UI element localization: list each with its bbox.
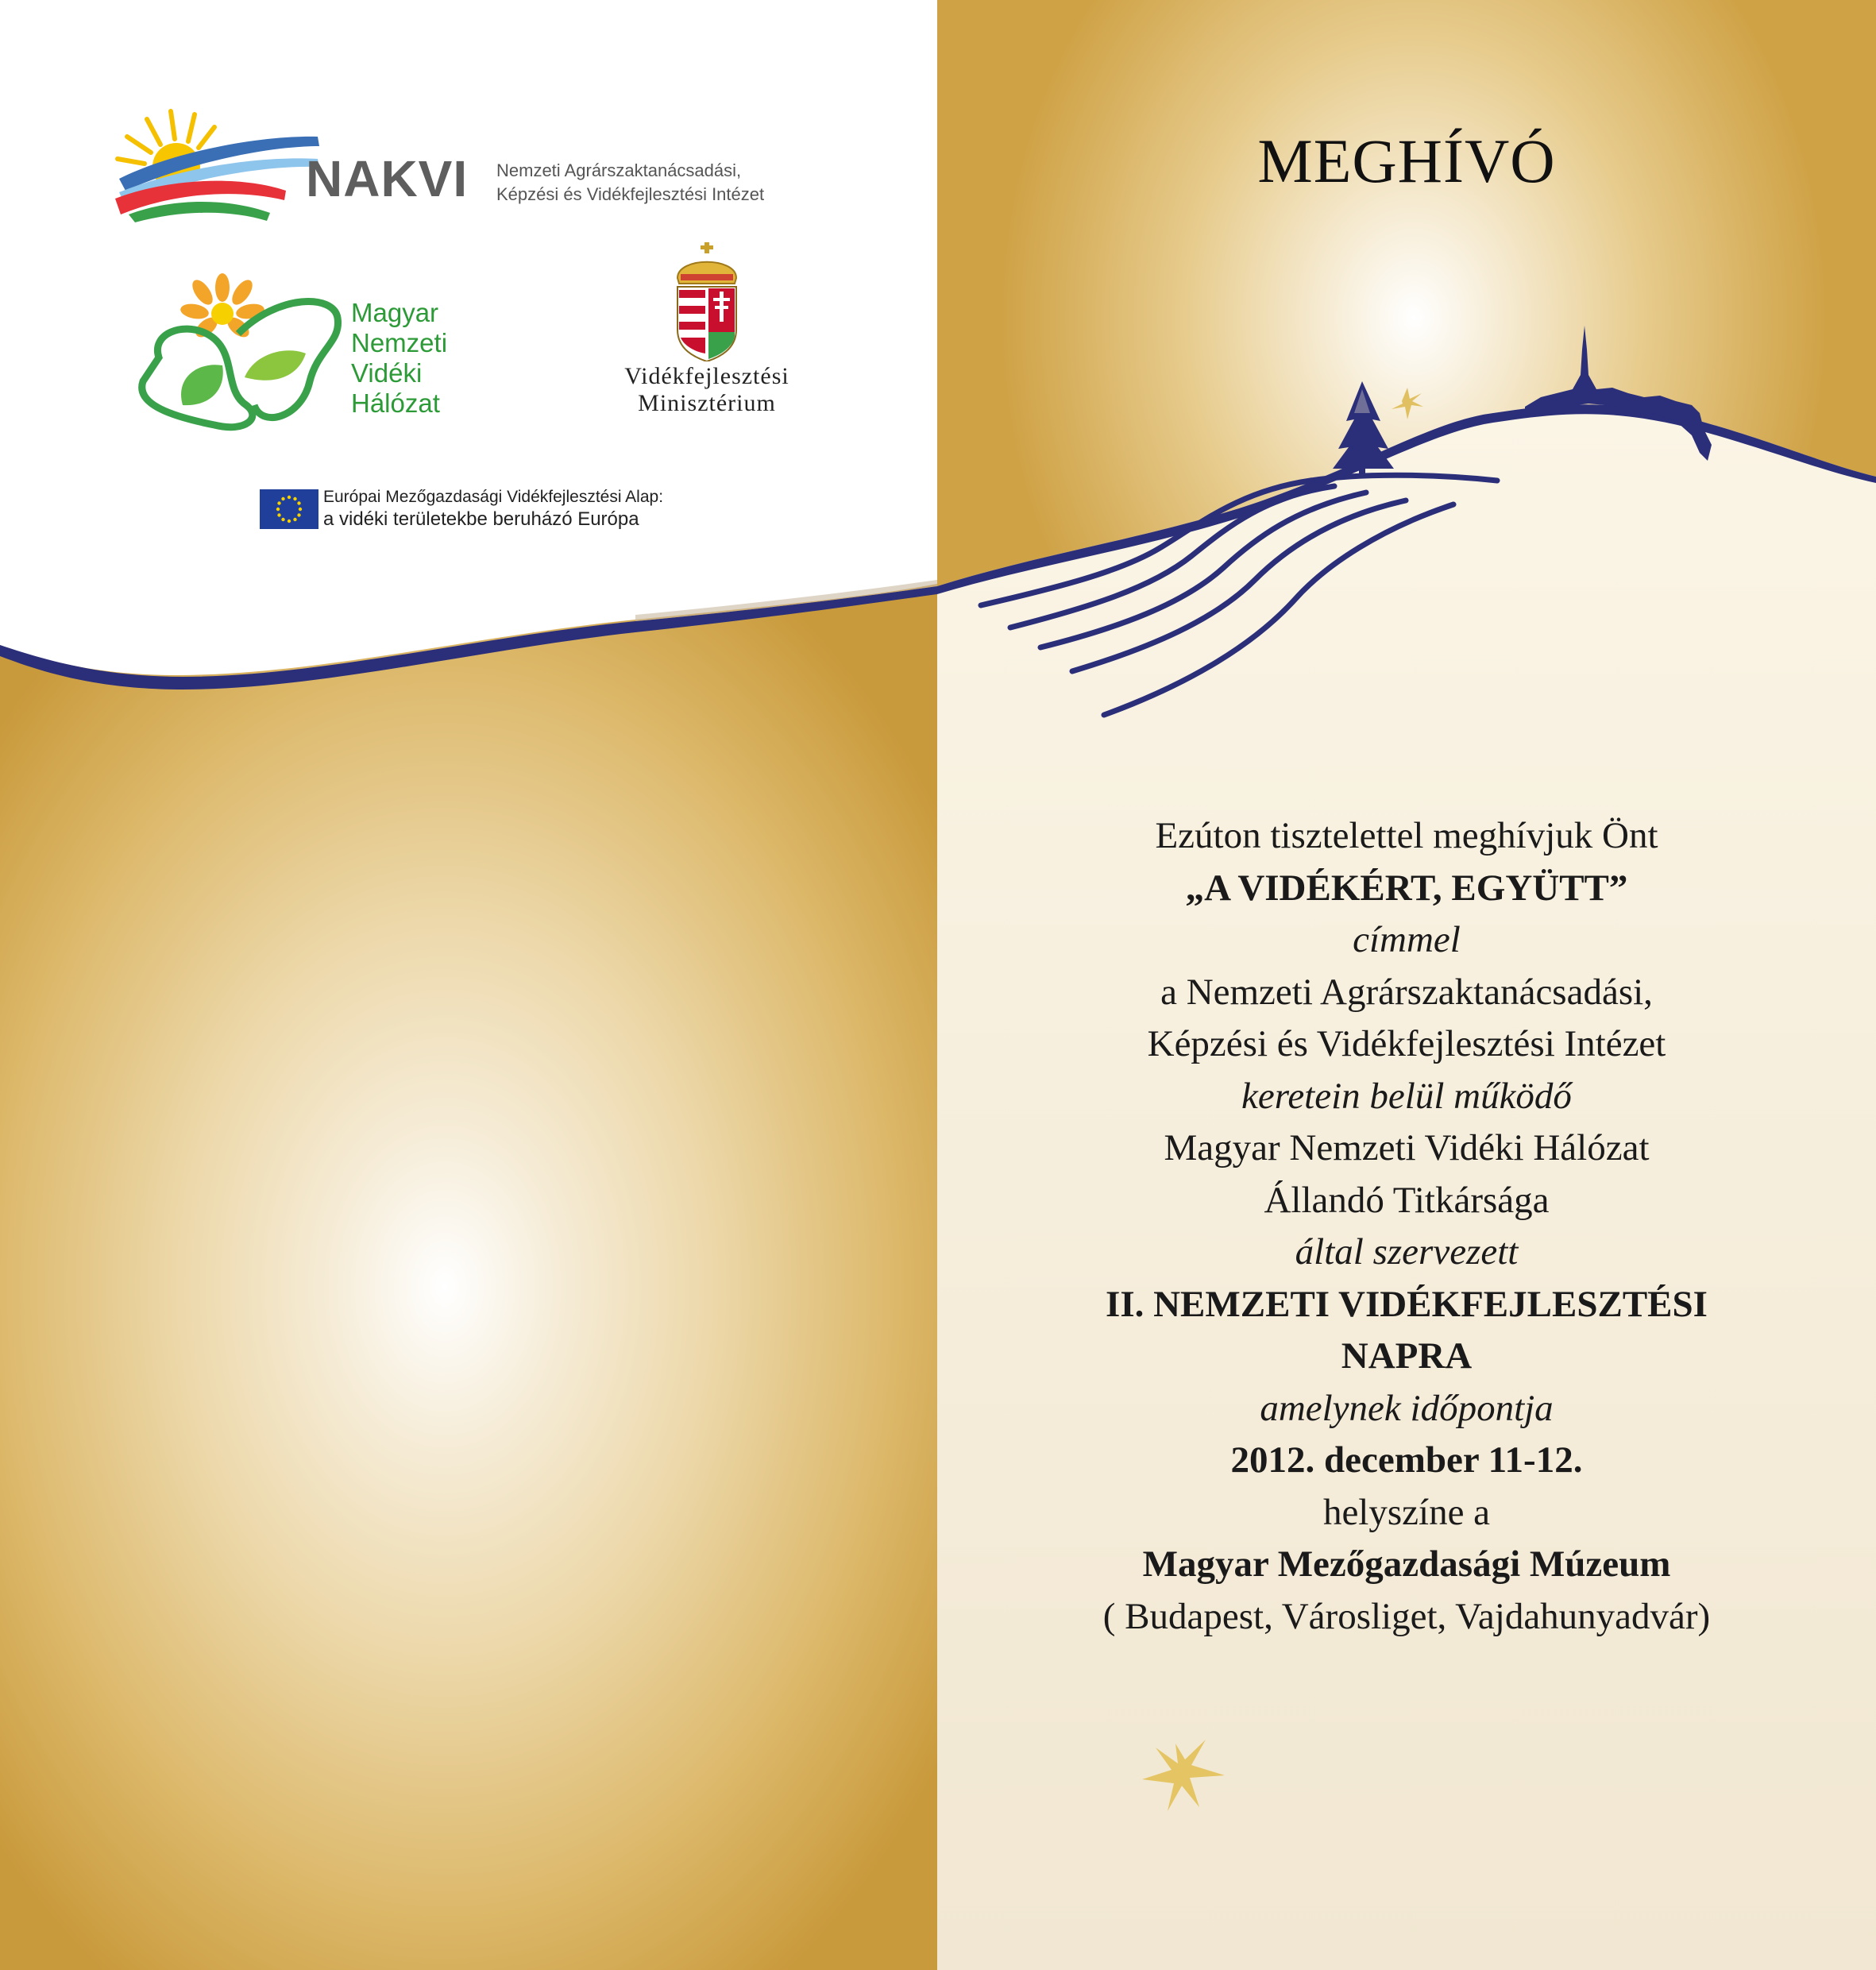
hungarian-coat-of-arms-icon (671, 242, 743, 361)
star-sparkle-top-icon (1392, 388, 1423, 419)
eu-line2: a vidéki területekbe beruházó Európa (323, 508, 639, 530)
invite-line-14: helyszíne a (1322, 1491, 1491, 1533)
mnvh-line4: Hálózat (351, 388, 440, 418)
nakvi-acronym: NAKVI (306, 150, 469, 207)
nakvi-name-line1: Nemzeti Agrárszaktanácsadási, (496, 160, 742, 180)
mnvh-flower-leaf-icon (127, 270, 349, 437)
invite-line-6: keretein belül működő (1241, 1075, 1572, 1117)
invite-line-7: Magyar Nemzeti Vidéki Hálózat (1164, 1127, 1650, 1168)
nakvi-name-line2: Képzési és Vidékfejlesztési Intézet (496, 184, 765, 204)
nakvi-logo (111, 103, 802, 222)
eu-logo (260, 486, 736, 534)
mnvh-line3: Vidéki (351, 358, 423, 388)
event-location: ( Budapest, Városliget, Vajdahunyadvár) (1102, 1595, 1711, 1637)
invite-line-9: által szervezett (1295, 1231, 1519, 1273)
mnvh-line1: Magyar (351, 298, 439, 327)
pine-tree-icon (1333, 381, 1394, 477)
invitation-title: MEGHÍVÓ (1257, 126, 1556, 195)
event-name-line1: II. NEMZETI VIDÉKFEJLESZTÉSI (1106, 1283, 1708, 1325)
invite-line-1: Ezúton tisztelettel meghívjuk Önt (1155, 815, 1658, 856)
ministry-name (588, 363, 826, 417)
event-motto: „A VIDÉKÉRT, EGYÜTT” (1185, 867, 1628, 909)
invite-line-8: Állandó Titkársága (1264, 1179, 1550, 1221)
mnvh-name (351, 298, 447, 419)
ministry-line1: Vidékfejlesztési (624, 363, 789, 389)
event-venue: Magyar Mezőgazdasági Múzeum (1142, 1543, 1671, 1585)
eu-flag-icon (260, 489, 318, 529)
invite-line-4: a Nemzeti Agrárszaktanácsadási, (1160, 971, 1653, 1013)
invite-line-3: címmel (1353, 919, 1461, 960)
nakvi-sun-icon (111, 103, 326, 222)
invitation-body (969, 810, 1844, 1643)
ministry-logo (588, 242, 826, 425)
invite-line-12: amelynek időpontja (1260, 1387, 1554, 1429)
eu-fund-text (323, 486, 663, 531)
event-name-line2: NAPRA (1341, 1335, 1473, 1377)
event-date: 2012. december 11-12. (1230, 1439, 1583, 1481)
eu-line1: Európai Mezőgazdasági Vidékfejlesztési Alap: (323, 488, 664, 506)
ministry-line2: Minisztérium (638, 390, 776, 416)
invite-line-5: Képzési és Vidékfejlesztési Intézet (1147, 1023, 1666, 1064)
mnvh-line2: Nemzeti (351, 328, 448, 357)
nakvi-full-name (496, 159, 764, 207)
mnvh-logo (127, 270, 477, 437)
